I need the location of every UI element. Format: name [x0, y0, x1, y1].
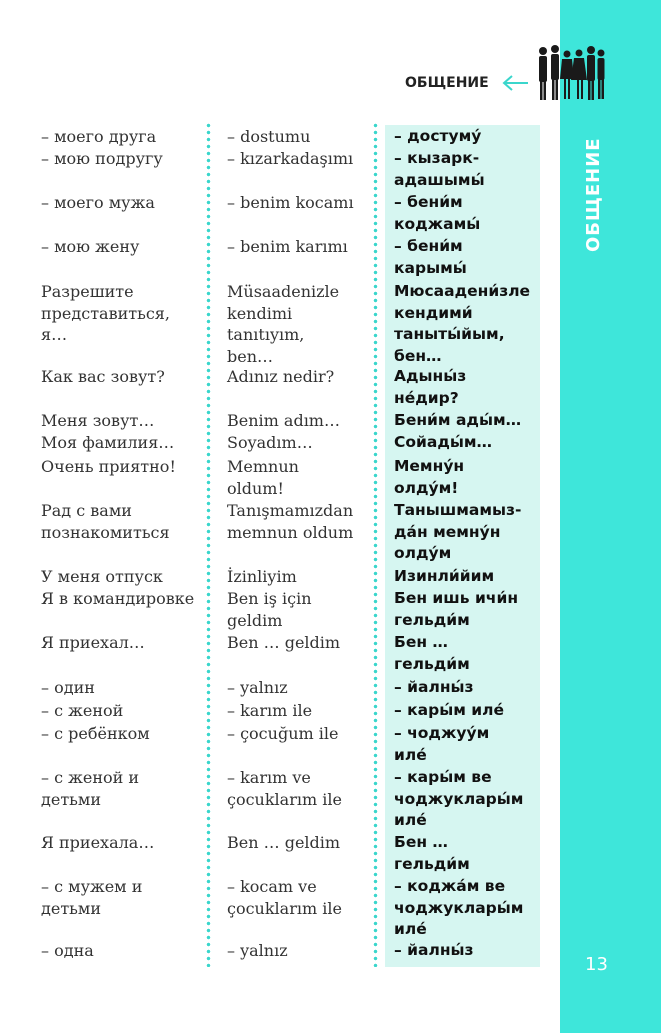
turkish-phrase: – çocuğum ile: [227, 724, 339, 743]
turkish-phrase: Ben iş için geldim: [227, 589, 312, 630]
russian-phrase: Я приехал…: [41, 633, 145, 652]
russian-phrase: – моего мужа: [41, 193, 155, 212]
pronunciation: – кары́м ве чоджуклары́м иле́: [394, 768, 524, 829]
russian-phrase: – одна: [41, 941, 94, 960]
turkish-phrase: – benim karımı: [227, 237, 348, 256]
turkish-phrase: – karım ve çocuklarım ile: [227, 768, 342, 809]
pronunciation: – кызарк- адашымы́: [394, 149, 485, 189]
pronunciation: Танышмамыз- да́н мемну́н олду́м: [394, 501, 522, 562]
pronunciation: Изинли́йим: [394, 567, 495, 585]
turkish-phrase: Ben … geldim: [227, 833, 341, 852]
russian-phrase: – с мужем и детьми: [41, 877, 143, 918]
turkish-phrase: Tanışmamızdan memnun oldum: [227, 501, 354, 542]
pronunciation: – бени́м коджамы́: [394, 193, 481, 233]
pronunciation: Бен … гельди́м: [394, 833, 470, 873]
pronunciation: – йалны́з: [394, 678, 474, 696]
turkish-phrase: Ben … geldim: [227, 633, 341, 652]
russian-phrase: Меня зовут…: [41, 411, 155, 430]
pronunciation: Бени́м ады́м…: [394, 411, 522, 429]
turkish-phrase: Soyadım…: [227, 433, 313, 452]
pronunciation: – достуму́: [394, 127, 482, 145]
pronunciation: – кары́м иле́: [394, 701, 505, 719]
pronunciation: – бени́м карымы́: [394, 237, 467, 277]
russian-phrase: – с ребёнком: [41, 724, 150, 743]
pronunciation: Мемну́н олду́м!: [394, 457, 465, 497]
column-divider: [206, 122, 211, 967]
pronunciation: Бен … гельди́м: [394, 633, 470, 673]
side-bar: [560, 0, 661, 1033]
russian-phrase: – с женой и детьми: [41, 768, 140, 809]
column-divider: [373, 122, 378, 967]
section-header: ОБЩЕНИЕ: [405, 75, 489, 91]
turkish-phrase: – benim kocamı: [227, 193, 354, 212]
side-section-title: ОБЩЕНИЕ: [583, 137, 604, 252]
arrow-left-icon: [500, 72, 530, 94]
turkish-phrase: – yalnız: [227, 678, 288, 697]
turkish-phrase: Müsaadenizle kendimi tanıtıyım, ben…: [227, 282, 340, 366]
turkish-phrase: – kocam ve çocuklarım ile: [227, 877, 342, 918]
turkish-phrase: – dostumu: [227, 127, 311, 146]
russian-phrase: Моя фамилия…: [41, 433, 175, 452]
people-group-icon: [535, 44, 607, 104]
turkish-phrase: – karım ile: [227, 701, 313, 720]
turkish-phrase: Benim adım…: [227, 411, 340, 430]
pronunciation: Мюсаадени́зле кендими́ таныты́йым, бен…: [394, 282, 531, 365]
pronunciation: – йалны́з: [394, 941, 474, 959]
turkish-phrase: Adınız nedir?: [227, 367, 335, 386]
pronunciation: Сойады́м…: [394, 433, 493, 451]
pronunciation: – чоджуу́м иле́: [394, 724, 490, 764]
turkish-phrase: İzinliyim: [227, 567, 297, 586]
russian-phrase: – один: [41, 678, 95, 697]
pronunciation: – коджа́м ве чоджуклары́м иле́: [394, 877, 524, 938]
page-number: 13: [585, 954, 608, 975]
russian-phrase: Я приехала…: [41, 833, 155, 852]
turkish-phrase: – yalnız: [227, 941, 288, 960]
russian-phrase: Я в командировке: [41, 589, 195, 608]
russian-phrase: – моего друга: [41, 127, 157, 146]
pronunciation: Бен ишь ичи́н гельди́м: [394, 589, 519, 629]
russian-phrase: – с женой: [41, 701, 124, 720]
russian-phrase: – мою подругу: [41, 149, 163, 168]
russian-phrase: – мою жену: [41, 237, 140, 256]
russian-phrase: Как вас зовут?: [41, 367, 165, 386]
turkish-phrase: – kızarkadaşımı: [227, 149, 354, 168]
russian-phrase: Разрешите представиться, я…: [41, 282, 170, 344]
russian-phrase: Очень приятно!: [41, 457, 176, 476]
russian-phrase: У меня отпуск: [41, 567, 163, 586]
pronunciation: Адыны́з не́дир?: [394, 367, 467, 407]
russian-phrase: Рад с вами познакомиться: [41, 501, 170, 542]
turkish-phrase: Memnun oldum!: [227, 457, 299, 498]
